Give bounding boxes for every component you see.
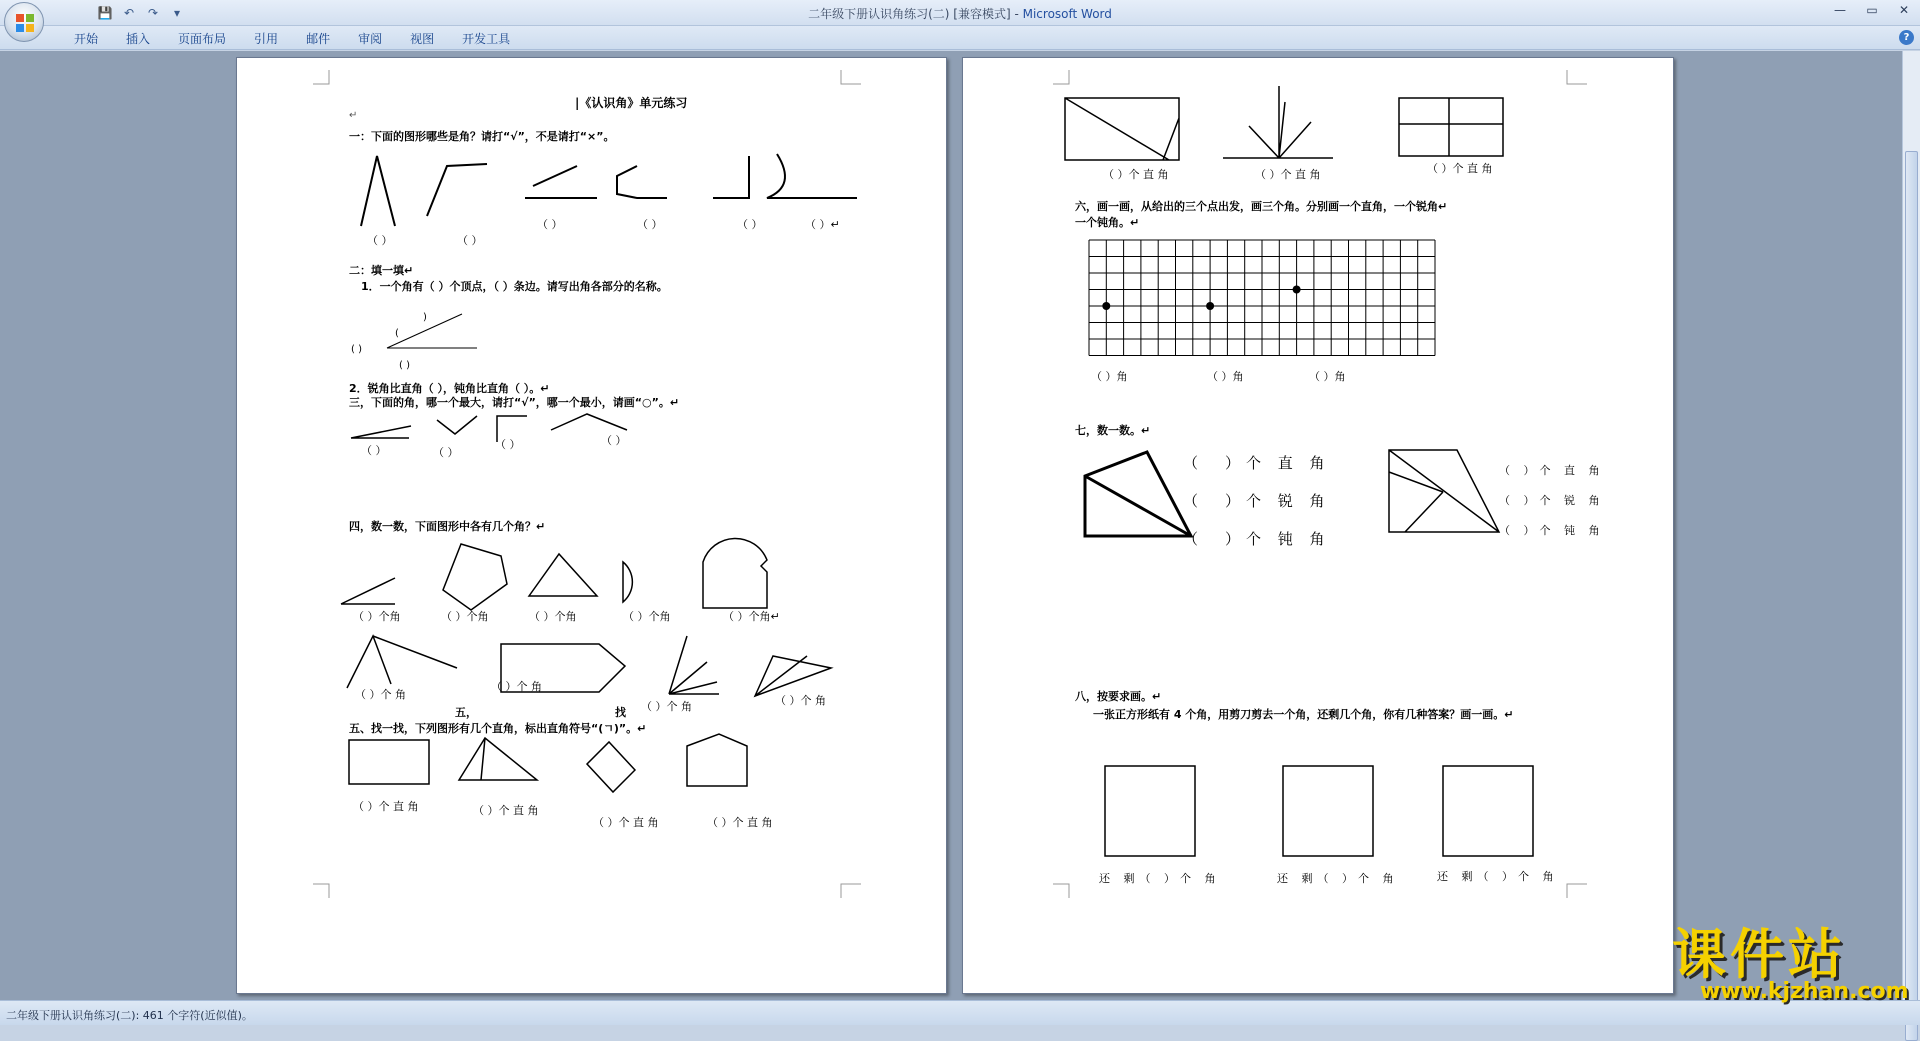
q5-fragment: 找 — [615, 706, 626, 719]
count-label: （ ）个 角 — [491, 680, 542, 693]
answer-paren: （ ） — [361, 444, 387, 457]
q1-figures — [337, 146, 857, 236]
answer-paren: （ ） — [537, 218, 563, 231]
answer-paren: （ ） — [601, 434, 627, 447]
remain-label: 还 剩（ ）个 角 — [1099, 872, 1221, 885]
q7-left-right-angle: （ ）个 直 角 — [1183, 454, 1331, 472]
status-text: 二年级下册认识角练习(二): 461 个字符(近似值)。 — [6, 1009, 253, 1022]
remain-label: 还 剩（ ）个 角 — [1437, 870, 1559, 883]
minimize-button[interactable]: — — [1834, 3, 1846, 17]
question-6-cont: 一个钝角。↵ — [1075, 216, 1140, 229]
question-2: 二：填一填↵ — [349, 264, 414, 277]
tab-view[interactable]: 视图 — [410, 32, 435, 46]
page-title: |《认识角》单元练习 — [575, 96, 688, 110]
document-page-2[interactable] — [962, 57, 1674, 994]
q3-angles — [347, 410, 627, 460]
window-title: 二年级下册认识角练习(二) [兼容模式] - Microsoft Word — [808, 7, 1112, 21]
question-2-2: 2．锐角比直角（ ），钝角比直角（ ）。↵ — [349, 382, 550, 395]
q5-shapes-continued — [1063, 84, 1543, 164]
dot-grid — [1089, 240, 1439, 370]
answer-paren: （ ） — [457, 234, 483, 247]
question-2-1: 1．一个角有（ ）个顶点，（ ）条边。请写出角各部分的名称。 — [361, 280, 668, 293]
angle-label: （ ）角 — [1207, 370, 1244, 383]
close-button[interactable]: ✕ — [1898, 3, 1910, 17]
right-angle-label: （ ）个 直 角 — [707, 816, 773, 829]
document-workspace — [0, 51, 1902, 1000]
question-1: 一：下面的图形哪些是角？请打“√”，不是请打“×”。 — [349, 130, 615, 143]
count-label: （ ）个角 — [353, 610, 401, 623]
undo-icon[interactable]: ↶ — [123, 6, 135, 20]
grid-point — [1102, 302, 1110, 310]
question-6: 六，画一画，从给出的三个点出发，画三个角。分别画一个直角，一个锐角↵ — [1075, 200, 1448, 213]
window-controls — [1824, 0, 1920, 20]
office-logo-icon — [15, 13, 35, 33]
svg-text:( ): ( ) — [351, 344, 362, 355]
question-8: 八，按要求画。↵ — [1075, 690, 1162, 703]
answer-paren: （ ） — [737, 218, 763, 231]
svg-text:(: ( — [395, 328, 399, 339]
right-angle-label: （ ）个 直 角 — [1427, 162, 1493, 175]
help-icon[interactable]: ? — [1899, 30, 1914, 45]
count-label: （ ）个角 — [441, 610, 489, 623]
tab-references[interactable]: 引用 — [254, 32, 279, 46]
q7-right-obtuse-angle: （ ）个 钝 角 — [1499, 524, 1605, 537]
answer-paren: （ ） — [433, 446, 459, 459]
q7-right-figure — [1387, 448, 1507, 538]
q7-right-acute-angle: （ ）个 锐 角 — [1499, 494, 1605, 507]
angle-label: （ ）角 — [1309, 370, 1346, 383]
count-label: （ ）个 角 — [641, 700, 692, 713]
tab-insert[interactable]: 插入 — [126, 32, 151, 46]
paragraph-mark: ↵ — [349, 110, 358, 121]
watermark-logo — [1672, 925, 1909, 1004]
count-label: （ ）个 角 — [355, 688, 406, 701]
count-label: （ ）个角↵ — [723, 610, 780, 623]
tab-home[interactable]: 开始 — [74, 32, 99, 46]
customize-qat-icon[interactable]: ▾ — [173, 6, 181, 20]
answer-paren: （ ）↵ — [805, 218, 840, 231]
tab-review[interactable]: 审阅 — [358, 32, 383, 46]
question-3: 三，下面的角，哪一个最大，请打“√”，哪一个最小，请画“○”。↵ — [349, 396, 680, 409]
answer-paren: （ ） — [495, 438, 521, 451]
office-button[interactable] — [4, 2, 44, 42]
question-8-desc: 一张正方形纸有 4 个角，用剪刀剪去一个角，还剩几个角，你有几种答案？画一画。↵ — [1093, 708, 1514, 721]
right-angle-label: （ ）个 直 角 — [1255, 168, 1321, 181]
svg-text:): ) — [423, 312, 427, 323]
grid-point — [1293, 286, 1301, 294]
angle-parts-figure — [347, 308, 527, 378]
question-4: 四，数一数，下面图形中各有几个角？↵ — [349, 520, 546, 533]
status-bar — [0, 1000, 1920, 1025]
q7-left-obtuse-angle: （ ）个 钝 角 — [1183, 530, 1331, 548]
right-angle-label: （ ）个 直 角 — [473, 804, 539, 817]
q7-left-acute-angle: （ ）个 锐 角 — [1183, 492, 1331, 510]
save-icon[interactable]: 💾 — [97, 6, 113, 20]
angle-label: （ ）角 — [1091, 370, 1128, 383]
watermark-text: 课件站 — [1672, 923, 1846, 986]
ribbon-tabs — [0, 26, 1920, 50]
tab-mailings[interactable]: 邮件 — [306, 32, 331, 46]
document-page-1[interactable] — [236, 57, 947, 994]
right-angle-label: （ ）个 直 角 — [353, 800, 419, 813]
q7-right-right-angle: （ ）个 直 角 — [1499, 464, 1605, 477]
tab-page-layout[interactable]: 页面布局 — [178, 32, 227, 46]
count-label: （ ）个角 — [529, 610, 577, 623]
remain-label: 还 剩（ ）个 角 — [1277, 872, 1399, 885]
q8-squares — [1103, 764, 1553, 864]
question-7: 七，数一数。↵ — [1075, 424, 1151, 437]
right-angle-label: （ ）个 直 角 — [593, 816, 659, 829]
question-5: 五、找一找，下列图形有几个直角，标出直角符号“(ㄱ)”。↵ — [349, 722, 647, 735]
watermark-url: www.kjzhan.com — [1700, 979, 1909, 1004]
q4-shapes-row-2 — [337, 634, 937, 714]
scroll-thumb[interactable] — [1905, 151, 1918, 1041]
redo-icon[interactable]: ↷ — [147, 6, 159, 20]
tab-developer[interactable]: 开发工具 — [462, 32, 511, 46]
count-label: （ ）个角 — [623, 610, 671, 623]
svg-text:( ): ( ) — [399, 360, 410, 371]
answer-paren: （ ） — [637, 218, 663, 231]
right-angle-label: （ ）个 直 角 — [1103, 168, 1169, 181]
q5-fragment: 五， — [455, 706, 477, 719]
grid-point — [1206, 302, 1214, 310]
q5-shapes — [343, 734, 943, 814]
maximize-button[interactable]: ▭ — [1866, 3, 1878, 17]
count-label: （ ）个 角 — [775, 694, 826, 707]
answer-paren: （ ） — [367, 234, 393, 247]
title-bar — [0, 0, 1920, 26]
vertical-scrollbar[interactable] — [1902, 51, 1920, 1000]
